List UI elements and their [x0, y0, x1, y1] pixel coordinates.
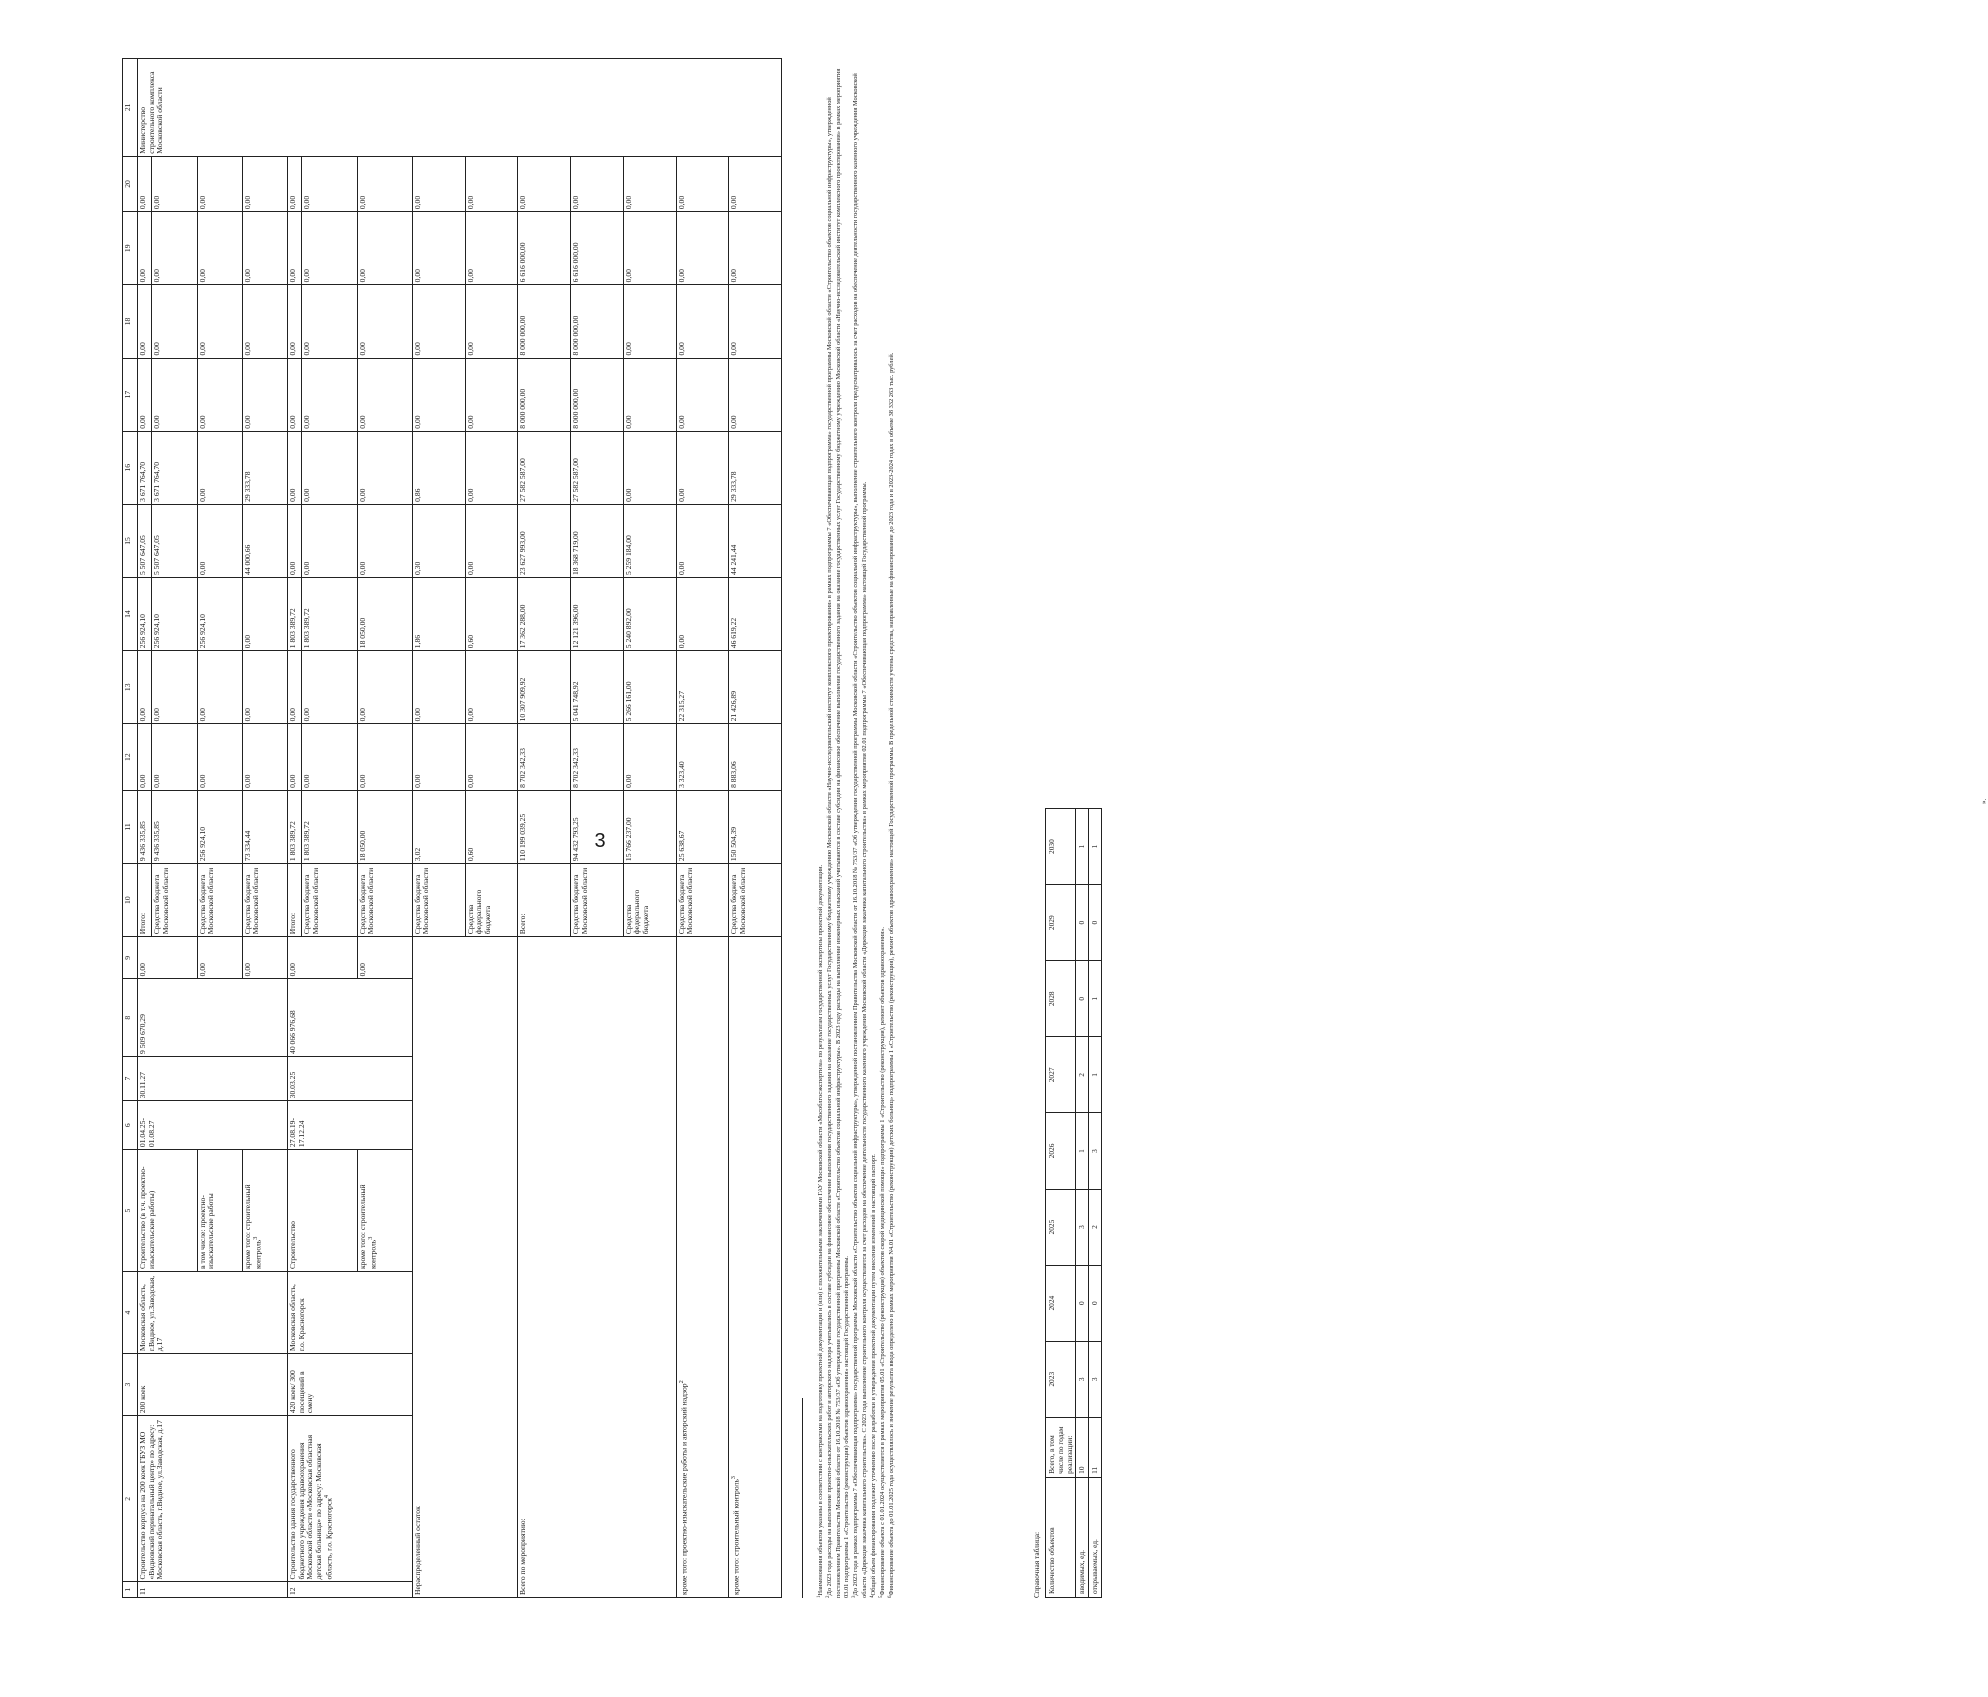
funding-source: Средства бюджета Московской области [357, 864, 412, 937]
value-cell: 0,00 [197, 212, 242, 285]
value-cell: 17 362 288,00 [518, 578, 571, 651]
value-cell: 0,00 [357, 156, 412, 211]
financed-amount: 0,00 [288, 937, 358, 979]
value-cell: 0,00 [302, 285, 357, 358]
value-cell: 0,00 [152, 651, 197, 724]
value-cell: 44 241,44 [729, 504, 782, 577]
column-number: 17 [123, 358, 138, 431]
reference-header: 2027 [1046, 1037, 1076, 1113]
summary-row [412, 59, 465, 1598]
value-cell: 0,00 [197, 724, 242, 791]
value-cell: 1 803 389,72 [302, 790, 357, 863]
value-cell: 0,00 [138, 358, 152, 431]
value-cell: 27 582 587,00 [518, 431, 571, 504]
value-cell: 150 504,39 [729, 790, 782, 863]
value-cell: 0,00 [288, 504, 302, 577]
value-cell: 0,00 [412, 156, 465, 211]
value-cell: 0,00 [288, 431, 302, 504]
value-cell: 0,00 [302, 431, 357, 504]
commission-date: 30.11.27 [138, 1056, 288, 1100]
value-cell: 0,00 [242, 285, 287, 358]
value-cell: 6 616 000,00 [571, 212, 624, 285]
value-cell: 0,00 [623, 285, 676, 358]
value-cell: 0,00 [465, 651, 518, 724]
rotated-landscape-content [122, 58, 1988, 1598]
value-cell: 0,00 [357, 285, 412, 358]
footnote-number: 6 [887, 1595, 893, 1598]
sub-work-control-text: кроме того: строительный контроль [357, 1184, 378, 1270]
column-number: 12 [123, 724, 138, 791]
footnote-number: 5 [878, 1595, 884, 1598]
funding-source: Средства бюджета Московской области [152, 864, 197, 937]
sub-work-control-note: 3 [252, 1236, 260, 1240]
object-cost: 40 066 976,68 [288, 979, 413, 1057]
value-cell: 5 240 892,00 [623, 578, 676, 651]
value-cell: 0,00 [729, 285, 782, 358]
page-number: 3 [594, 830, 606, 852]
value-cell: 1,86 [412, 578, 465, 651]
object-address: Московская область, г.о. Красногорск [288, 1272, 413, 1354]
value-cell: 0,00 [465, 431, 518, 504]
value-cell: 0,30 [412, 504, 465, 577]
funding-source: Средства федерального бюджета [465, 864, 518, 937]
work-type: Строительство (в т.ч. проектно-изыскательские работы) [138, 1150, 198, 1272]
funding-source: Средства бюджета Московской области [197, 864, 242, 937]
sub-work-design: в том числе: проектно-изыскательские работы [197, 1150, 242, 1272]
summary-label: Нераспределенный остаток [412, 937, 517, 1598]
work-dates: 01.04.25-01.08.27 [138, 1101, 288, 1150]
reference-value: 2 [1089, 1189, 1102, 1265]
object-address: Московская область, г.Видное, ул.Заводская, д.17 [138, 1272, 288, 1354]
value-cell: 0,00 [676, 578, 729, 651]
reference-value: 11 [1089, 1417, 1102, 1477]
footnote-number: 2 [825, 1595, 831, 1598]
value-cell: 1 803 389,72 [302, 578, 357, 651]
value-cell: 0,00 [412, 724, 465, 791]
value-cell: 256 924,10 [138, 578, 152, 651]
summary-label-text: кроме того: строительный контроль [731, 1479, 741, 1595]
value-cell: 8 000 000,00 [571, 358, 624, 431]
column-number: 4 [123, 1272, 138, 1354]
value-cell: 8 702 342,33 [518, 724, 571, 791]
value-cell: 0,00 [197, 431, 242, 504]
value-cell: 18 368 719,00 [571, 504, 624, 577]
value-cell: 0,00 [152, 724, 197, 791]
value-cell: 3 671 764,70 [138, 431, 152, 504]
value-cell: 15 766 237,00 [623, 790, 676, 863]
value-cell: 0,00 [465, 724, 518, 791]
value-cell: 0,60 [465, 578, 518, 651]
value-cell: 8 000 000,00 [518, 285, 571, 358]
value-cell: 8 702 342,33 [571, 724, 624, 791]
column-number: 11 [123, 790, 138, 863]
sub-work-control-note: 3 [367, 1236, 375, 1240]
value-cell: 8 000 000,00 [571, 285, 624, 358]
value-cell: 73 334,44 [242, 790, 287, 863]
footnote-text: Финансирование объекта до 01.01.2025 года осуществлялось и значение результата ввода определено в рамках мероприятия N4.01 «Строительство (реконструкция) детских больниц» подпрограммы 1 «Строительство (реконструкция), ремонт объектов здравоохранения» настоящей Государственной программы. В предельной стоимости учтены средства, направленные на финансирование до 2023 года и в 2023-2024 годах в объеме 38 332 263 тыс. рублей. [887, 352, 895, 1596]
value-cell: 0,00 [197, 504, 242, 577]
value-cell: 18 050,00 [357, 578, 412, 651]
column-number: 19 [123, 212, 138, 285]
row-number: 12 [288, 1582, 413, 1598]
reference-header: 2030 [1046, 809, 1076, 885]
column-number: 2 [123, 1416, 138, 1582]
sub-financed-control: 0,00 [357, 937, 412, 979]
footnote-text: Наименования объектов указаны в соответствии с контрактами на подготовку проектной документации и (или) с положительными заключениями ГАУ Московской области «Мособлгосэкспертиза» по результатам государственной экспертизы проектной документации. [817, 864, 824, 1596]
value-cell: 94 432 793,25 [571, 790, 624, 863]
funding-source: Средства бюджета Московской области [412, 864, 465, 937]
value-cell: 10 307 909,92 [518, 651, 571, 724]
row-number: 11 [138, 1582, 288, 1598]
header-row [123, 59, 138, 1598]
footnote [826, 58, 852, 1598]
value-cell: 46 619,22 [729, 578, 782, 651]
value-cell: 0,00 [412, 285, 465, 358]
value-cell: 3,02 [412, 790, 465, 863]
summary-label-note: 3 [730, 1476, 738, 1480]
summary-label [676, 937, 729, 1598]
value-cell: 0,00 [302, 156, 357, 211]
reference-header: 2025 [1046, 1189, 1076, 1265]
value-cell: 23 627 993,00 [518, 504, 571, 577]
column-number: 21 [123, 59, 138, 157]
footnote-divider [802, 1398, 803, 1598]
value-cell: 3 671 764,70 [152, 431, 197, 504]
column-number: 13 [123, 651, 138, 724]
reference-header-row [1046, 809, 1076, 1598]
value-cell: 0,00 [302, 724, 357, 791]
reference-value: 10 [1076, 1417, 1089, 1477]
reference-value: 0 [1089, 885, 1102, 961]
object-capacity: 420 коек/ 300 посещений в смену [288, 1354, 413, 1416]
value-cell: 0,00 [288, 156, 302, 211]
summary-row [729, 59, 782, 1598]
funding-source: Всего: [518, 864, 571, 937]
object-name [288, 1416, 413, 1582]
column-number: 7 [123, 1056, 138, 1100]
summary-label: Всего по мероприятию: [518, 937, 676, 1598]
column-number: 16 [123, 431, 138, 504]
column-number: 10 [123, 864, 138, 937]
reference-value: 2 [1076, 1037, 1089, 1113]
value-cell: 0,00 [288, 724, 302, 791]
value-cell: 0,00 [197, 651, 242, 724]
value-cell: 5 507 647,05 [152, 504, 197, 577]
funding-source: Итого: [288, 864, 302, 937]
value-cell: 0,00 [197, 358, 242, 431]
value-cell: 0,00 [465, 504, 518, 577]
value-cell: 0,00 [288, 212, 302, 285]
value-cell: 0,00 [138, 724, 152, 791]
value-cell: 5 259 184,00 [623, 504, 676, 577]
value-cell: 0,00 [242, 578, 287, 651]
value-cell: 0,00 [138, 156, 152, 211]
value-cell: 0,86 [412, 431, 465, 504]
funding-source: Средства бюджета Московской области [676, 864, 729, 937]
value-cell: 0,00 [412, 212, 465, 285]
value-cell: 0,00 [465, 156, 518, 211]
value-cell: 0,00 [465, 358, 518, 431]
column-number: 14 [123, 578, 138, 651]
commission-date: 30.03.25 [288, 1056, 413, 1100]
value-cell: 0,00 [465, 212, 518, 285]
value-cell: 29 333,78 [242, 431, 287, 504]
value-cell: 0,00 [729, 212, 782, 285]
value-cell: 110 199 039,25 [518, 790, 571, 863]
value-cell: 0,00 [729, 156, 782, 211]
value-cell: 256 924,10 [197, 578, 242, 651]
value-cell: 0,00 [518, 156, 571, 211]
value-cell: 0,00 [676, 156, 729, 211]
reference-header: 2023 [1046, 1341, 1076, 1417]
value-cell: 0,60 [465, 790, 518, 863]
value-cell: 0,00 [302, 212, 357, 285]
value-cell: 0,00 [242, 724, 287, 791]
value-cell: 0,00 [676, 285, 729, 358]
footnote-text: Финансирование объекта с 01.01.2024 осуществляется в рамках мероприятия 05.01 «Строительство (реконструкция) объектов скорой медицинской помощи» подпрограммы 1 «Строительство (реконструкция), ремонт объектов здравоохранения». [878, 926, 886, 1596]
value-cell: 8 000 000,00 [518, 358, 571, 431]
summary-label [729, 937, 782, 1598]
reference-caption: Справочная таблица: [1032, 1531, 1041, 1598]
object-12-row [288, 59, 302, 1598]
value-cell: 0,00 [571, 156, 624, 211]
value-cell: 256 924,10 [197, 790, 242, 863]
column-number: 20 [123, 156, 138, 211]
reference-row-label: открываемых, ед. [1089, 1477, 1102, 1597]
value-cell: 9 436 335,85 [152, 790, 197, 863]
summary-row [518, 59, 571, 1598]
reference-value: 0 [1076, 1265, 1089, 1341]
object-capacity: 200 коек [138, 1354, 288, 1416]
value-cell: 0,00 [302, 651, 357, 724]
value-cell: 0,00 [623, 724, 676, 791]
column-number: 15 [123, 504, 138, 577]
object-cost: 9 509 670,29 [138, 979, 288, 1057]
reference-value: 3 [1076, 1189, 1089, 1265]
value-cell: 0,00 [676, 504, 729, 577]
funding-source: Итого: [138, 864, 152, 937]
value-cell: 3 323,40 [676, 724, 729, 791]
reference-closing-mark: ». [1980, 798, 1988, 804]
reference-header: 2024 [1046, 1265, 1076, 1341]
funding-source: Средства федерального бюджета [623, 864, 676, 937]
value-cell: 0,00 [152, 358, 197, 431]
reference-value: 1 [1089, 809, 1102, 885]
footnote [888, 58, 897, 1598]
financed-amount: 0,00 [138, 937, 198, 979]
work-type: Строительство [288, 1150, 358, 1272]
funding-source: Средства бюджета Московской области [242, 864, 287, 937]
value-cell: 0,00 [623, 212, 676, 285]
sub-work-control [242, 1150, 287, 1272]
column-number: 5 [123, 1150, 138, 1272]
footnote [817, 58, 826, 1598]
summary-label-text: кроме того: проектно-изыскательские работы и авторский надзор [679, 1383, 689, 1595]
value-cell: 0,00 [302, 504, 357, 577]
value-cell: 0,00 [357, 504, 412, 577]
footnote-number: 1 [817, 1595, 822, 1598]
value-cell: 0,00 [242, 212, 287, 285]
column-number: 3 [123, 1354, 138, 1416]
reference-row-label: вводимых, ед. [1076, 1477, 1089, 1597]
value-cell: 9 436 335,85 [138, 790, 152, 863]
reference-header: 2026 [1046, 1113, 1076, 1189]
value-cell: 0,00 [138, 285, 152, 358]
footnote [879, 58, 888, 1598]
reference-value: 3 [1089, 1341, 1102, 1417]
sub-work-control-text: кроме того: строительный контроль [242, 1184, 263, 1270]
customer: Министерство строительного комплекса Московской области [138, 59, 782, 157]
value-cell: 12 121 396,00 [571, 578, 624, 651]
column-number: 9 [123, 937, 138, 979]
reference-value: 0 [1076, 885, 1089, 961]
value-cell: 8 883,06 [729, 724, 782, 791]
value-cell: 0,00 [197, 156, 242, 211]
value-cell: 25 638,67 [676, 790, 729, 863]
value-cell: 27 582 587,00 [571, 431, 624, 504]
reference-table-block [1032, 798, 1988, 1598]
value-cell: 0,00 [676, 358, 729, 431]
value-cell: 0,00 [152, 285, 197, 358]
value-cell: 21 426,89 [729, 651, 782, 724]
value-cell: 5 507 647,05 [138, 504, 152, 577]
value-cell: 0,00 [152, 156, 197, 211]
reference-value: 1 [1076, 1113, 1089, 1189]
value-cell: 0,00 [357, 358, 412, 431]
value-cell: 0,00 [138, 212, 152, 285]
value-cell: 0,00 [676, 212, 729, 285]
value-cell: 0,00 [412, 651, 465, 724]
footnote-text: До 2023 года расходы на выполнение проектно-изыскательских работ и авторского надзора учитывались в составе субсидии на финансовое обеспечение выполнения государственного задания на оказание государственных услуг Государственному бюджетному учреждению Московской области «Научно-исследовательский институт комплексного проектирования» в рамках подпрограммы 7 «Обеспечивающая подпрограмма» государственной программы Московской области «Строительство объектов социальной инфраструктуры», утвержденной постановлением Правительства Московской области от 16.10.2018 № 753/37 «Об утверждении государственной программы Московской области «Строительство объектов социальной инфраструктуры». В 2023 году расходы на выполнение инженерных изысканий учитываются в составе субсидии на финансовое обеспечение выполнения государственного задания на оказание государственных услуг Государственному бюджетному учреждению Московской области «Научно-исследовательский институт комплексного проектирования» в рамках мероприятия 03.01 подпрограммы 1 «Строительство (реконструкция) объектов здравоохранения» настоящей Государственной программы. [825, 68, 851, 1598]
value-cell: 5 041 748,92 [571, 651, 624, 724]
value-cell: 0,00 [288, 285, 302, 358]
reference-header: 2028 [1046, 961, 1076, 1037]
summary-row [676, 59, 729, 1598]
column-number: 6 [123, 1101, 138, 1150]
value-cell: 0,00 [357, 651, 412, 724]
summary-label-note: 2 [677, 1380, 685, 1384]
value-cell: 0,00 [138, 651, 152, 724]
footnote-number: 4 [869, 1595, 875, 1598]
value-cell: 0,00 [197, 285, 242, 358]
reference-row [1076, 809, 1089, 1598]
sub-work-control [357, 1150, 412, 1272]
object-name-note: 4 [323, 1494, 331, 1499]
value-cell: 0,00 [676, 431, 729, 504]
object-11-row [138, 59, 152, 1598]
reference-table [1045, 808, 1102, 1598]
value-cell: 29 333,78 [729, 431, 782, 504]
footnotes [802, 58, 896, 1598]
reference-value: 0 [1076, 961, 1089, 1037]
column-number: 1 [123, 1582, 138, 1598]
value-cell: 0,00 [288, 358, 302, 431]
reference-value: 0 [1089, 1265, 1102, 1341]
value-cell: 0,00 [623, 431, 676, 504]
value-cell: 22 315,27 [676, 651, 729, 724]
value-cell: 0,00 [152, 212, 197, 285]
reference-header: Количество объектов [1046, 1477, 1076, 1597]
value-cell: 0,00 [288, 651, 302, 724]
value-cell: 256 924,10 [152, 578, 197, 651]
value-cell: 0,00 [357, 431, 412, 504]
reference-row [1089, 809, 1102, 1598]
reference-value: 3 [1089, 1113, 1102, 1189]
value-cell: 1 803 389,72 [288, 790, 302, 863]
value-cell: 0,00 [242, 358, 287, 431]
value-cell: 0,00 [357, 212, 412, 285]
value-cell: 0,00 [412, 358, 465, 431]
reference-header: 2029 [1046, 885, 1076, 961]
value-cell: 0,00 [357, 724, 412, 791]
value-cell: 5 266 161,00 [623, 651, 676, 724]
column-number: 18 [123, 285, 138, 358]
object-name-text: Строительство здания государственного бюджетного учреждения здравоохранения Московской области «Московская областная детская больница» по адресу: Московская область, г.о. Красногорск [288, 1434, 334, 1580]
value-cell: 0,00 [465, 285, 518, 358]
reference-value: 1 [1089, 1037, 1102, 1113]
sub-financed-design: 0,00 [197, 937, 242, 979]
value-cell: 0,00 [729, 358, 782, 431]
value-cell: 1 803 389,72 [288, 578, 302, 651]
value-cell: 0,00 [623, 156, 676, 211]
object-name: Строительство корпуса на 200 коек ГБУЗ МО «Видновский перинатальный центр» по адресу: Московская область, г.Видное, ул.Заводская, д.17 [138, 1416, 288, 1582]
reference-value: 1 [1076, 809, 1089, 885]
reference-value: 1 [1089, 961, 1102, 1037]
footnote [852, 58, 870, 1598]
value-cell: 44 000,66 [242, 504, 287, 577]
footnote-text: До 2023 года в рамках подпрограммы 7 «Обеспечивающая подпрограмма» государственной программы Московской области «Строительство объектов социальной инфраструктуры», утвержденной постановлением Правительства Московской области от 16.10.2018 № 753/37 «Об утверждении государственной программы Московской области «Строительство объектов социальной инфраструктуры», выполнение строительного контроля предусматривалось за счет расходов на обеспечение деятельности государственного казенного учреждения Московской области «Дирекция заказчика капитального строительства». С 2023 года выполнение строительного контроля осуществляется за счет расходов на обеспечение деятельности государственного казенного учреждения Московской области «Дирекция заказчика капитального строительства» в рамках мероприятия 02.01 подпрограммы 7 «Обеспечивающая подпрограмма» настоящей Государственной программы. [852, 73, 869, 1598]
column-number: 8 [123, 979, 138, 1057]
value-cell: 0,00 [302, 358, 357, 431]
footnote [870, 58, 879, 1598]
value-cell: 0,00 [242, 651, 287, 724]
work-dates: 27.08.19-17.12.24 [288, 1101, 413, 1150]
reference-header: Всего, в том числе по годам реализации: [1046, 1417, 1076, 1477]
funding-source: Средства бюджета Московской области [729, 864, 782, 937]
funding-source: Средства бюджета Московской области [302, 864, 357, 937]
sub-financed-control: 0,00 [242, 937, 287, 979]
value-cell: 18 050,00 [357, 790, 412, 863]
value-cell: 0,00 [242, 156, 287, 211]
footnote-number: 3 [852, 1595, 858, 1598]
footnote-text: Общий объем финансирования подлежит уточнению после разработки и утверждения проектной документации путем внесения изменений в настоящий паспорт. [869, 1154, 877, 1596]
value-cell: 6 616 000,00 [518, 212, 571, 285]
value-cell: 0,00 [623, 358, 676, 431]
reference-value: 3 [1076, 1341, 1089, 1417]
financing-table [122, 58, 782, 1598]
funding-source: Средства бюджета Московской области [571, 864, 624, 937]
